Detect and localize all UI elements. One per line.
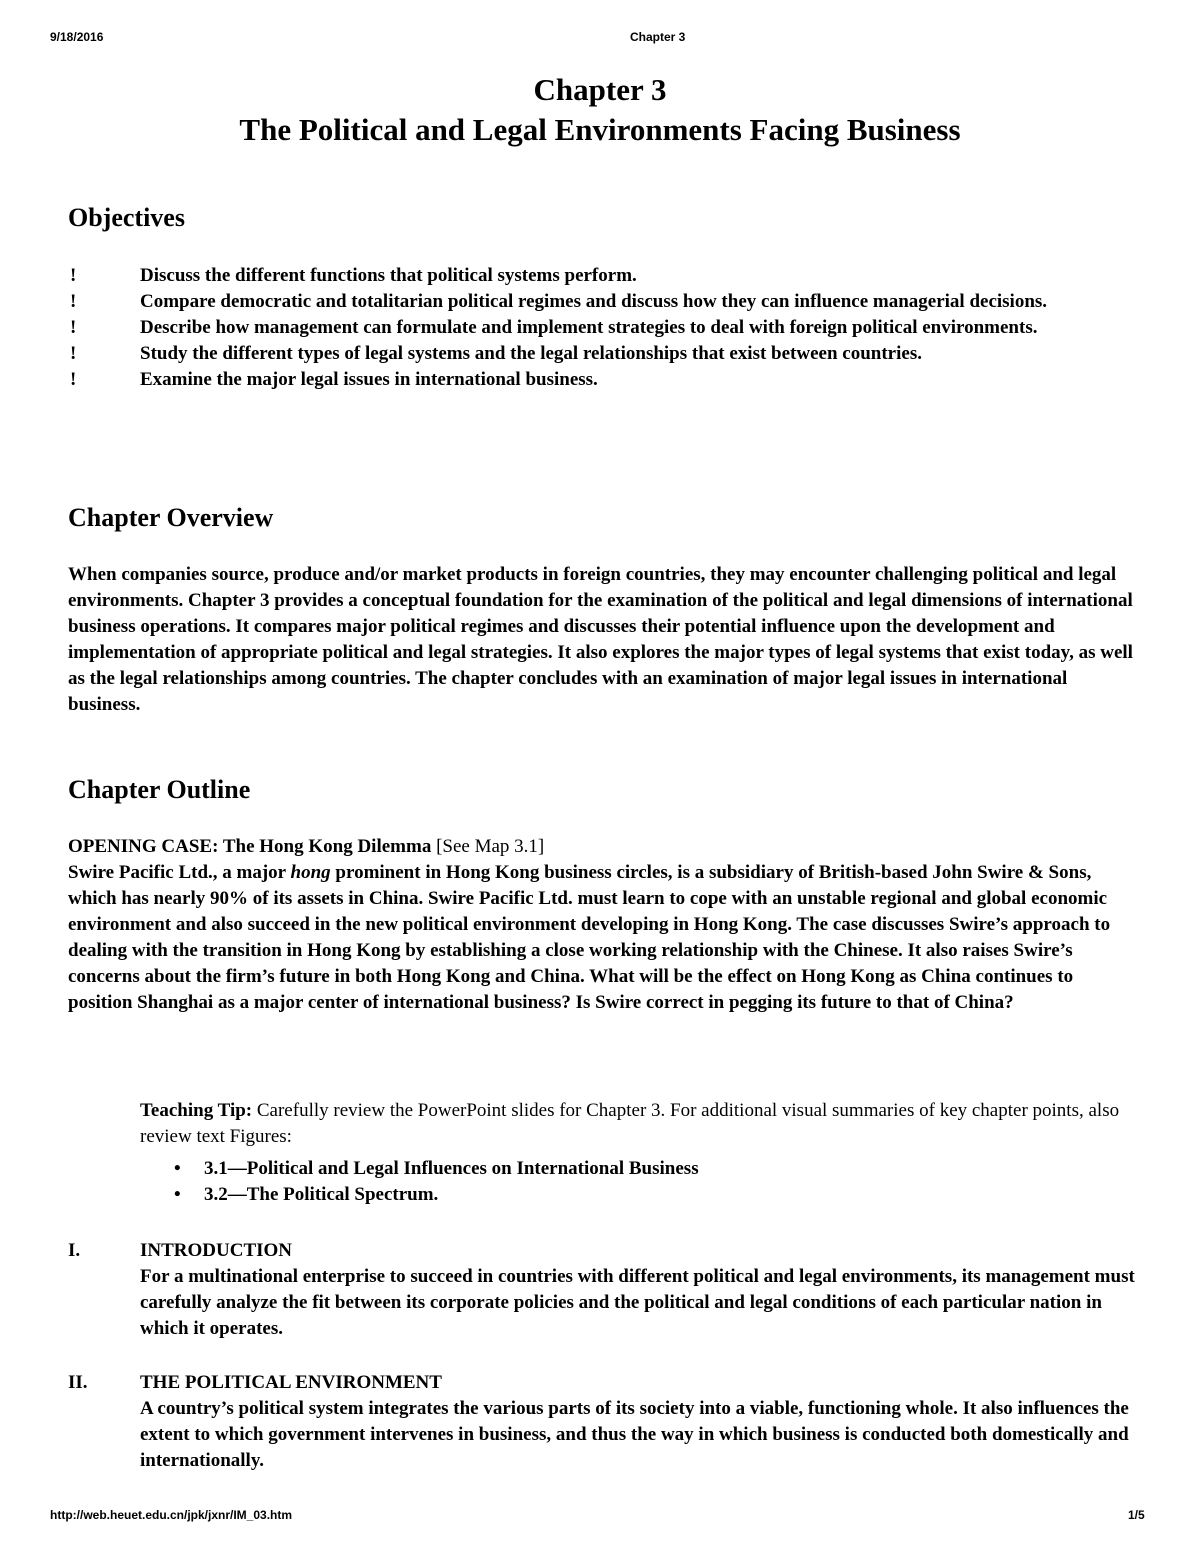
figure-reference: 3.1—Political and Legal Influences on International Business: [204, 1158, 699, 1179]
section-number: I.: [68, 1240, 81, 1261]
objective-text: Examine the major legal issues in international business.: [140, 369, 598, 390]
case-text: Swire Pacific Ltd., a major: [68, 862, 291, 883]
objective-text: Describe how management can formulate and implement strategies to deal with foreign political environments.: [140, 317, 1038, 338]
print-header-title: Chapter 3: [630, 30, 686, 44]
objective-text: Compare democratic and totalitarian political regimes and discuss how they can influence managerial decisions.: [140, 291, 1048, 312]
teaching-tip-text: Carefully review the PowerPoint slides for Chapter 3. For additional visual summaries of key chapter points, also review text Figures:: [140, 1100, 1120, 1147]
objective-text: Discuss the different functions that political systems perform.: [140, 265, 637, 286]
objectives-heading: Objectives: [68, 203, 185, 232]
overview-heading: Chapter Overview: [68, 503, 274, 532]
opening-case-paragraph: [68, 834, 1138, 1016]
list-item: [68, 263, 1128, 289]
section-text: For a multinational enterprise to succeed in countries with different political and legal environments, its management must carefully analyze the fit between its corporate policies and the political and legal conditions of each particular nation in which it operates.: [140, 1266, 1135, 1339]
chapter-number-heading: Chapter 3: [533, 72, 667, 107]
list-item: [68, 341, 1128, 367]
section-text: A country’s political system integrates the various parts of its society into a viable, functioning whole. It also influences the extent to which government intervenes in business, and thus the way in which business is conducted both domestically and internationally.: [140, 1398, 1129, 1471]
list-item: [140, 1182, 1040, 1208]
bullet-mark: !: [70, 369, 77, 390]
print-date: 9/18/2016: [50, 30, 104, 44]
opening-case-title: OPENING CASE: The Hong Kong Dilemma: [68, 836, 432, 857]
bullet-mark: !: [70, 343, 77, 364]
chapter-title-heading: The Political and Legal Environments Facing Business: [239, 112, 961, 147]
section-political-environment: [68, 1370, 1138, 1474]
list-item: [68, 315, 1128, 341]
objective-text: Study the different types of legal systems and the legal relationships that exist between countries.: [140, 343, 922, 364]
list-item: [68, 367, 1128, 393]
list-item: [68, 289, 1128, 315]
case-text: prominent in Hong Kong business circles, is a subsidiary of British-based John Swire & Sons, which has nearly 90% of its assets in China. Swire Pacific Ltd. must learn to cope with an unstable regional and global economic environment and also succeed in the new political environment developing in Hong Kong. The case discusses Swire’s approach to dealing with the transition in Hong Kong by establishing a close working relationship with the Chinese. It also raises Swire’s concerns about the firm’s future in both Hong Kong and China. What will be the effect on Hong Kong as China continues to position Shanghai as a major center of international business? Is Swire correct in pegging its future to that of China?: [68, 862, 1111, 1013]
figure-reference: 3.2—The Political Spectrum.: [204, 1184, 439, 1205]
case-emphasis: hong: [290, 862, 331, 883]
bullet-mark: •: [174, 1158, 181, 1179]
bullet-mark: !: [70, 265, 77, 286]
bullet-mark: !: [70, 291, 77, 312]
map-reference: [See Map 3.1]: [431, 836, 545, 857]
list-item: [140, 1156, 1040, 1182]
section-number: II.: [68, 1372, 88, 1393]
overview-paragraph: When companies source, produce and/or market products in foreign countries, they may encounter challenging political and legal environments. Chapter 3 provides a conceptual foundation for the examination of the political and legal dimensions of international business operations. It compares major political regimes and discusses their potential influence upon the development and implementation of appropriate political and legal strategies. It also explores the major types of legal systems that exist today, as well as the legal relationships among countries. The chapter concludes with an examination of major legal issues in international business.: [68, 564, 1133, 715]
teaching-tip-paragraph: [140, 1098, 1140, 1150]
objectives-list: [68, 263, 1128, 393]
section-introduction: [68, 1238, 1138, 1342]
section-title: INTRODUCTION: [140, 1240, 293, 1261]
outline-heading: Chapter Outline: [68, 775, 251, 804]
bullet-mark: •: [174, 1184, 181, 1205]
figures-list: [140, 1156, 1040, 1208]
bullet-mark: !: [70, 317, 77, 338]
page-number: 1/5: [1128, 1508, 1145, 1522]
teaching-tip-label: Teaching Tip:: [140, 1100, 253, 1121]
section-title: THE POLITICAL ENVIRONMENT: [140, 1372, 442, 1393]
source-url: http://web.heuet.edu.cn/jpk/jxnr/IM_03.htm: [50, 1508, 293, 1522]
